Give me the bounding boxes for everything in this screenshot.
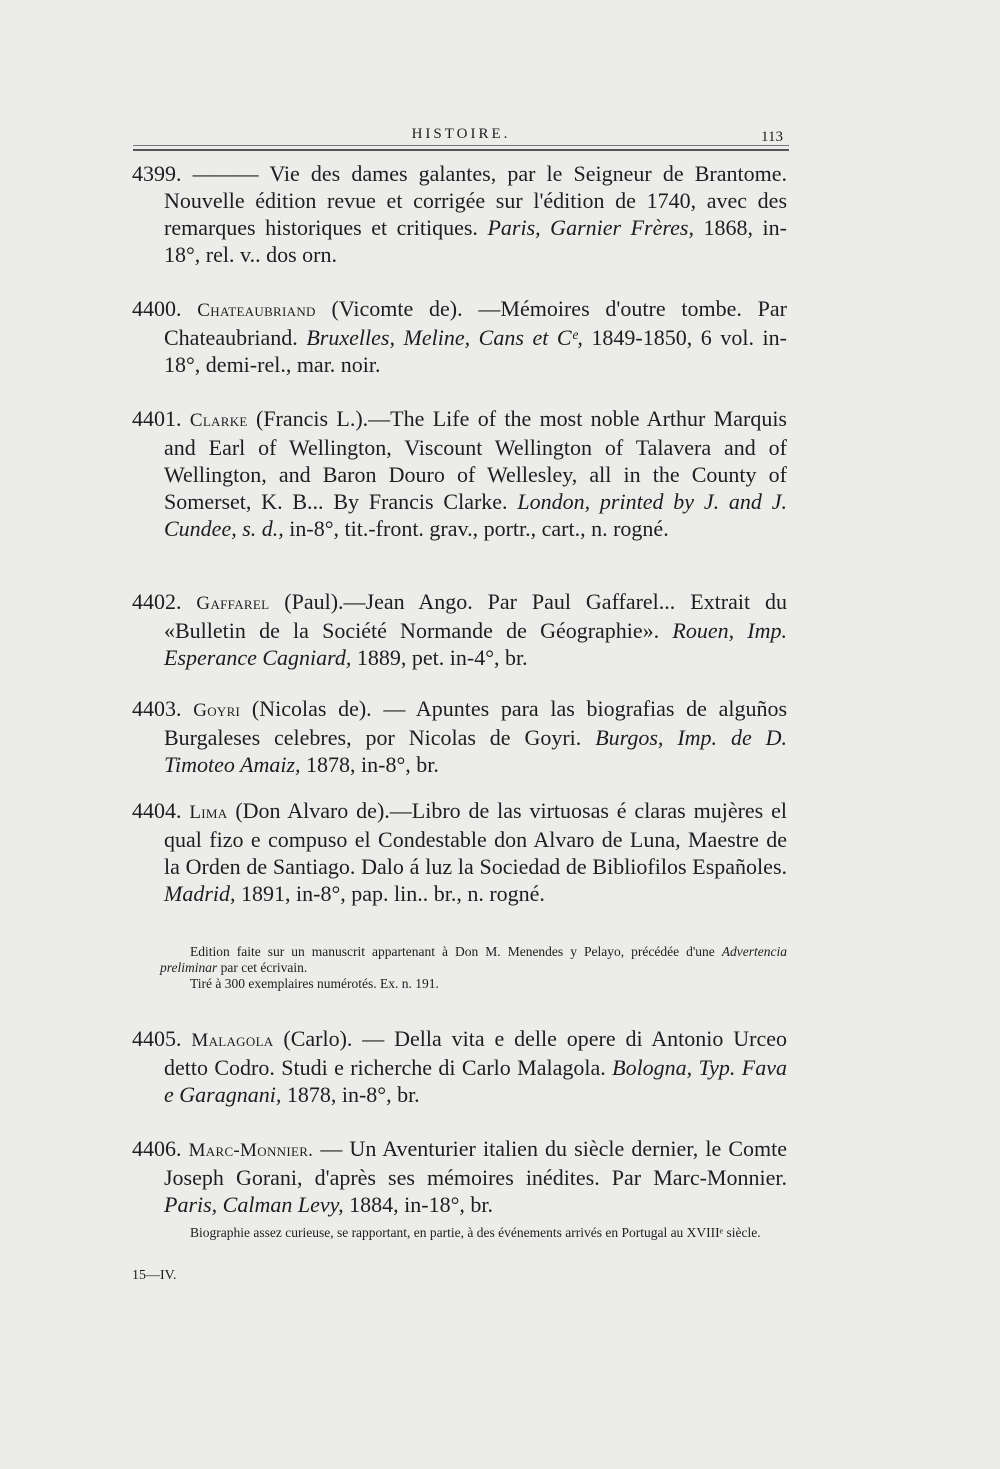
entry-imprint: Rouen, Imp. Esperance Cagniard, (164, 618, 788, 670)
entry-imprint: Madrid, (164, 881, 236, 906)
entry-text: (Don Alvaro de).—Libro de las virtuosas é claras mujères el qual fizo e compuso el Condestable don Alvaro de Luna, Maestre de la Orden de Santiago. Dalo á luz la Sociedad de Bibliofilos Españoles. (164, 798, 787, 879)
entry-number: 4403. (132, 696, 182, 721)
entry-author: Goyri (193, 700, 241, 721)
entry-text: (Nicolas de). — Apuntes para las biografias de alguños Burgaleses celebres, por Nicolas de Goyri. (164, 696, 788, 750)
entry-imprint: Bologna, Typ. Fava e Garagnani, (164, 1055, 787, 1107)
entry-number: 4399. (132, 161, 182, 186)
entry-details: 1868, in-18°, rel. v.. dos orn. (164, 215, 787, 267)
note-italic: Advertencia preliminar (160, 944, 787, 975)
entry-imprint: Paris, Garnier Frères, (487, 215, 694, 240)
entry-number: 4401. (132, 406, 182, 431)
entry-imprint: Paris, Calman Levy, (164, 1192, 344, 1217)
entry-author: Gaffarel (196, 593, 270, 614)
entry-4399 (132, 160, 787, 268)
entry-dash: ——— (192, 161, 259, 186)
entry-4405 (132, 1025, 787, 1108)
note-4406 (160, 1225, 787, 1241)
entry-4402 (132, 588, 787, 671)
entry-number: 4405. (132, 1026, 182, 1051)
page-number: 113 (761, 129, 783, 145)
signature-mark: 15—IV. (132, 1268, 177, 1283)
entry-text: (Carlo). — Della vita e delle opere di Antonio Urceo detto Codro. Studi e richerche di Carlo Malagola. (164, 1026, 787, 1080)
entry-details: 1884, in-18°, br. (343, 1192, 494, 1217)
entry-details: in-8°, tit.-front. grav., portr., cart., n. rogné. (283, 516, 669, 541)
note-4404 (160, 944, 787, 992)
entry-4400 (132, 295, 787, 378)
entry-number: 4404. (132, 798, 182, 823)
entry-author: Clarke (189, 410, 248, 431)
header-rule-double (133, 149, 789, 151)
entry-text: (Vicomte de). —Mémoires d'outre tombe. Par Chateaubriand. (164, 296, 787, 350)
entry-text: (Francis L.).—The Life of the most noble Arthur Marquis and Earl of Wellington, Viscount Wellington of Talavera and of Wellington, and Baron Douro of Wellesley, all in the County of Somerset, K. B... By Francis Clarke. (164, 406, 787, 514)
entry-imprint: Bruxelles, Meline, Cans et Cᵉ, (306, 325, 583, 350)
entry-details: 1878, in-8°, br. (281, 1082, 420, 1107)
entry-imprint: London, printed by J. and J. Cundee, s. d., (164, 489, 787, 541)
entry-text: Vie des dames galantes, par le Seigneur de Brantome. Nouvelle édition revue et corrigée sur l'édition de 1740, avec des remarques historiques et critiques. (164, 161, 787, 240)
note-text: Tiré à 300 exemplaires numérotés. Ex. n. 191. (190, 976, 439, 991)
note-text: par cet écrivain. (217, 960, 308, 975)
entry-4404 (132, 797, 787, 907)
entry-author: Malagola (191, 1030, 274, 1051)
entry-4401 (132, 405, 787, 542)
running-header (133, 126, 789, 152)
note-text: Biographie assez curieuse, se rapportant, en partie, à des événements arrivés en Portugal au XVIIIᵉ siècle. (190, 1225, 761, 1240)
entry-4403 (132, 695, 787, 778)
entry-details: 1849-1850, 6 vol. in-18°, demi-rel., mar. noir. (164, 325, 787, 377)
entry-imprint: Burgos, Imp. de D. Timoteo Amaiz, (164, 725, 787, 777)
note-text: Edition faite sur un manuscrit appartenant à Don M. Menendes y Pelayo, précédée d'une (190, 944, 722, 959)
entry-number: 4400. (132, 296, 182, 321)
entry-text: (Paul).—Jean Ango. Par Paul Gaffarel... Extrait du «Bulletin de la Société Normande de Géographie». (164, 589, 787, 643)
entry-4406 (132, 1135, 787, 1218)
header-rule (133, 145, 789, 146)
entry-details: 1878, in-8°, br. (300, 752, 439, 777)
entry-details: 1891, in-8°, pap. lin.. br., n. rogné. (235, 881, 545, 906)
entry-author: Marc-Monnier. (188, 1140, 314, 1161)
header-title: HISTOIRE. (411, 126, 511, 142)
entry-number: 4402. (132, 589, 182, 614)
entry-author: Chateaubriand (197, 300, 316, 321)
entry-author: Lima (189, 802, 228, 823)
entry-text: — Un Aventurier italien du siècle dernier, le Comte Joseph Gorani, d'après ses mémoires inédites. Par Marc-Monnier. (164, 1136, 787, 1190)
entry-number: 4406. (132, 1136, 182, 1161)
entry-details: 1889, pet. in-4°, br. (351, 645, 528, 670)
